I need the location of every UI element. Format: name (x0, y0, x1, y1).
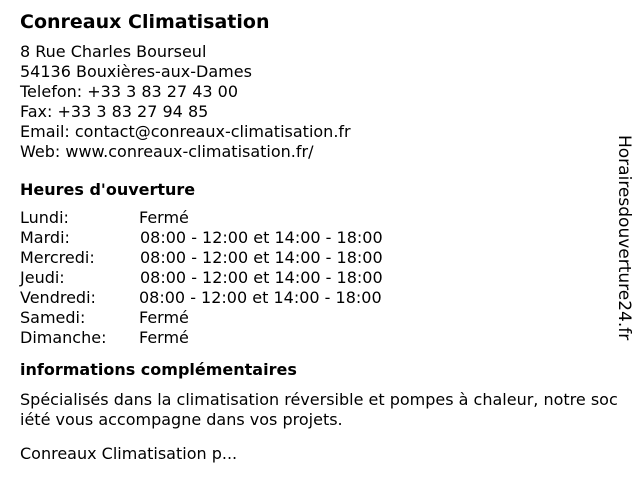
hours-row-mardi (20, 228, 610, 248)
address-street: 8 Rue Charles Bourseul (20, 42, 207, 61)
hours-value: 08:00 - 12:00 et 14:00 - 18:00 (140, 228, 383, 247)
hours-day-label: Vendredi: (20, 288, 96, 307)
hours-row-mercredi (20, 248, 610, 268)
hours-day-label: Mardi: (20, 228, 70, 247)
hours-row-samedi (20, 308, 610, 328)
hours-day-label: Samedi: (20, 308, 86, 327)
hours-day-label: Jeudi: (20, 268, 65, 287)
hours-value: Fermé (139, 208, 189, 227)
hours-value: 08:00 - 12:00 et 14:00 - 18:00 (140, 248, 383, 267)
hours-row-lundi (20, 208, 610, 228)
phone-line: Telefon: +33 3 83 27 43 00 (20, 82, 239, 101)
business-name: Conreaux Climatisation (20, 11, 270, 33)
hours-value: 08:00 - 12:00 et 14:00 - 18:00 (139, 288, 382, 307)
hours-day-label: Mercredi: (20, 248, 95, 267)
email-line[interactable]: Email: contact@conreaux-climatisation.fr (20, 122, 351, 141)
hours-value: Fermé (139, 328, 189, 347)
business-card (20, 10, 618, 464)
hours-heading: Heures d'ouverture (20, 180, 196, 199)
info-more-link[interactable]: Conreaux Climatisation p... (20, 444, 238, 463)
hours-value: Fermé (139, 308, 189, 327)
hours-value: 08:00 - 12:00 et 14:00 - 18:00 (140, 268, 383, 287)
web-line[interactable]: Web: www.conreaux-climatisation.fr/ (20, 142, 314, 161)
site-watermark: Horairesdouverture24.fr (614, 135, 634, 341)
fax-line: Fax: +33 3 83 27 94 85 (20, 102, 209, 121)
hours-row-vendredi (20, 288, 610, 308)
address-city: 54136 Bouxières-aux-Dames (20, 62, 252, 81)
hours-day-label: Dimanche: (20, 328, 107, 347)
info-heading: informations complémentaires (20, 360, 297, 379)
hours-day-label: Lundi: (20, 208, 69, 227)
hours-row-jeudi (20, 268, 610, 288)
hours-row-dimanche (20, 328, 610, 348)
hours-table (20, 208, 610, 348)
info-description: Spécialisés dans la climatisation réversible et pompes à chaleur, notre société vous accompagne dans vos projets. (20, 390, 618, 429)
